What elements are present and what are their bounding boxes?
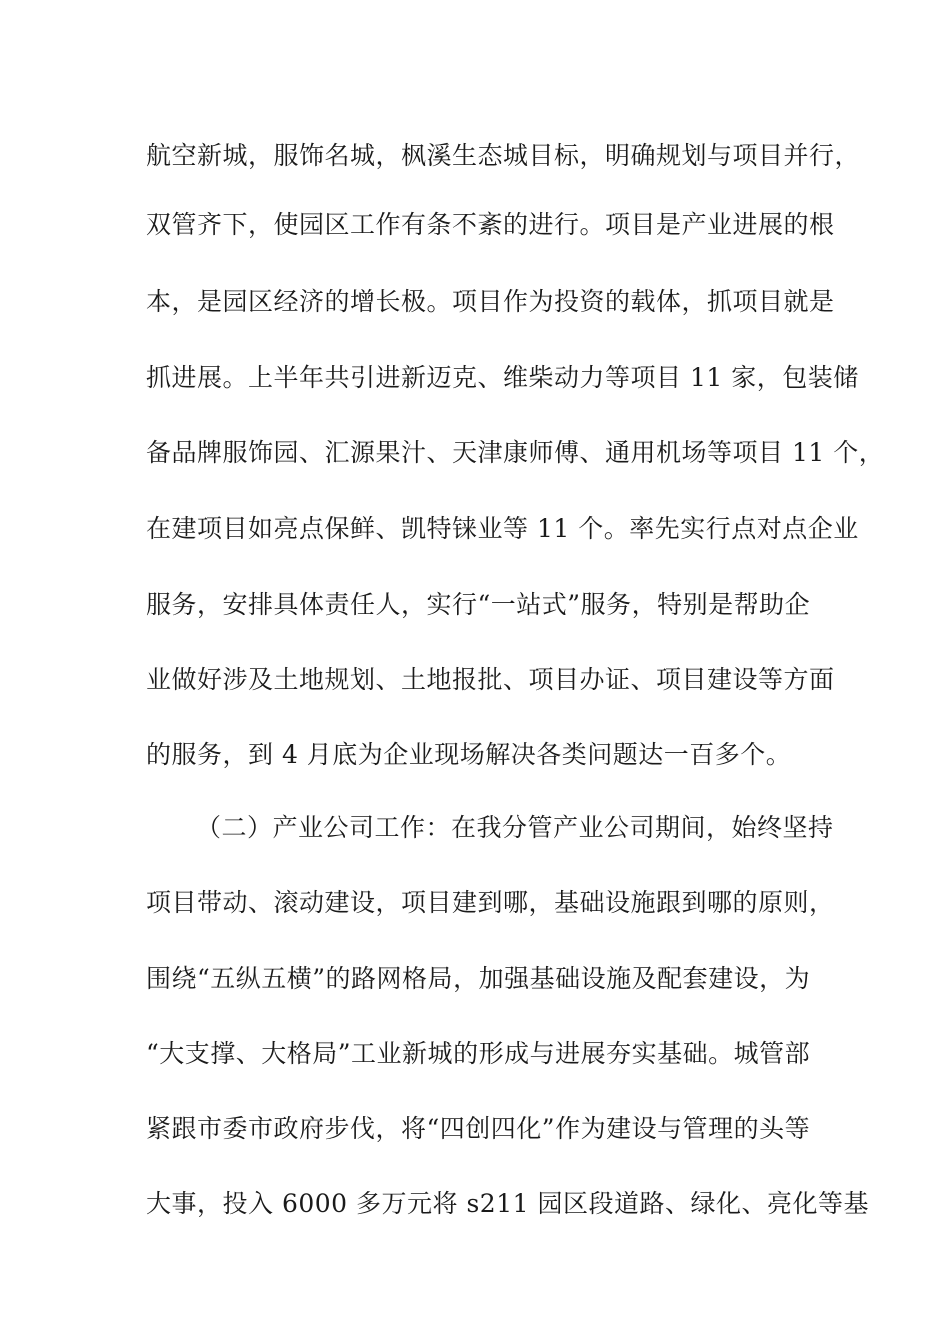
text-line: “大支撑、大格局”工业新城的形成与进展夯实基础。城管部 — [146, 1039, 811, 1068]
text-line: 航空新城，服饰名城，枫溪生态城目标，明确规划与项目并行， — [146, 141, 861, 170]
text-line: 业做好涉及土地规划、土地报批、项目办证、项目建设等方面 — [146, 665, 835, 694]
paragraph-first-line: （二）产业公司工作：在我分管产业公司期间，始终坚持 — [196, 813, 834, 842]
text-line: 双管齐下，使园区工作有条不紊的进行。项目是产业进展的根 — [146, 210, 835, 239]
text-line: 本，是园区经济的增长极。项目作为投资的载体，抓项目就是 — [146, 287, 835, 316]
text-line: 服务，安排具体责任人，实行“一站式”服务，特别是帮助企 — [146, 590, 811, 619]
text-line: 的服务，到 4 月底为企业现场解决各类问题达一百多个。 — [146, 740, 792, 769]
text-line: 大事，投入 6000 多万元将 s211 园区段道路、绿化、亮化等基 — [146, 1189, 869, 1218]
text-line: 在建项目如亮点保鲜、凯特铼业等 11 个。率先实行点对点企业 — [146, 514, 859, 543]
text-line: 备品牌服饰园、汇源果汁、天津康师傅、通用机场等项目 11 个， — [146, 438, 885, 467]
text-line: 紧跟市委市政府步伐，将“四创四化”作为建设与管理的头等 — [146, 1114, 811, 1143]
text-line: 项目带动、滚动建设，项目建到哪，基础设施跟到哪的原则， — [146, 888, 835, 917]
text-line: 围绕“五纵五横”的路网格局，加强基础设施及配套建设，为 — [146, 964, 811, 993]
text-line: 抓进展。上半年共引进新迈克、维柴动力等项目 11 家，包装储 — [146, 363, 859, 392]
